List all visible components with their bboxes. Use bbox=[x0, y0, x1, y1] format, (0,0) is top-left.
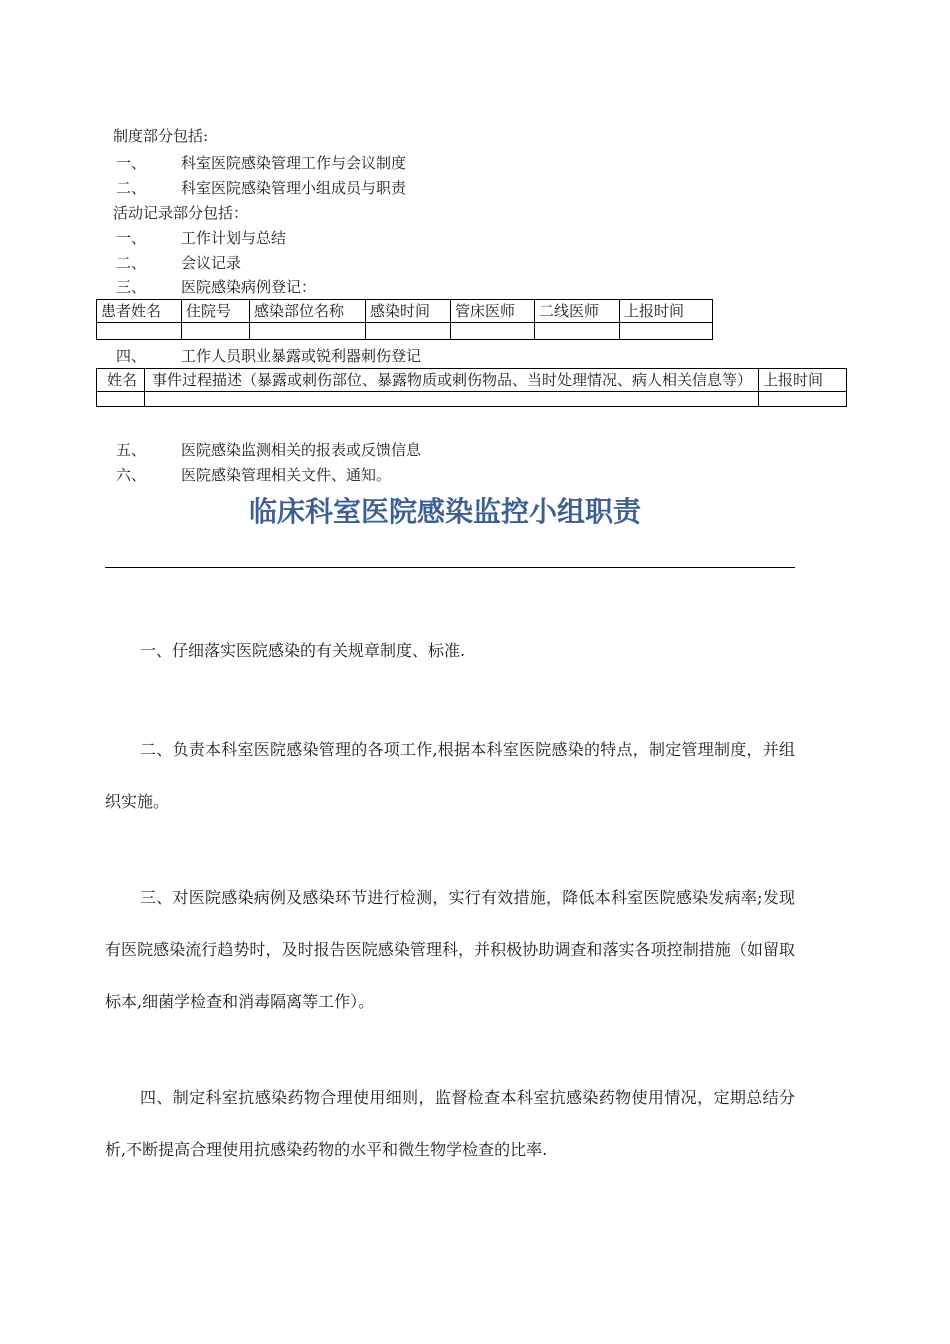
table-header-cell: 患者姓名 bbox=[97, 300, 182, 323]
table-header-cell: 二线医师 bbox=[535, 300, 620, 323]
page-title: 临床科室医院感染监控小组职责 bbox=[248, 495, 641, 528]
table-cell bbox=[535, 323, 620, 340]
item-text: 科室医院感染管理工作与会议制度 bbox=[181, 154, 407, 172]
table-header-row bbox=[97, 369, 847, 392]
title-divider bbox=[105, 567, 795, 568]
exposure-table bbox=[96, 368, 847, 407]
table-header-cell: 上报时间 bbox=[759, 369, 847, 392]
item-text: 会议记录 bbox=[181, 254, 242, 272]
records-heading: 活动记录部分包括： bbox=[113, 204, 249, 222]
table-header-cell: 上报时间 bbox=[620, 300, 713, 323]
table-row bbox=[97, 323, 713, 340]
item-number: 五、 bbox=[116, 441, 147, 459]
table-cell bbox=[759, 392, 847, 407]
table-cell bbox=[145, 392, 759, 407]
table-header-cell: 管床医师 bbox=[451, 300, 535, 323]
item-number: 三、 bbox=[116, 278, 147, 296]
item-text: 医院感染管理相关文件、通知。 bbox=[181, 466, 392, 484]
table-cell bbox=[97, 392, 145, 407]
duty-paragraph: 二、负责本科室医院感染管理的各项工作,根据本科室医院感染的特点，制定管理制度，并组织实施。 bbox=[105, 740, 795, 811]
item-number: 二、 bbox=[116, 179, 147, 197]
item-text: 医院感染监测相关的报表或反馈信息 bbox=[181, 441, 422, 459]
table-cell bbox=[250, 323, 366, 340]
table-header-cell: 感染时间 bbox=[366, 300, 451, 323]
table-header-row bbox=[97, 300, 713, 323]
system-heading: 制度部分包括: bbox=[113, 127, 209, 145]
item-text: 工作人员职业暴露或锐利器刺伤登记 bbox=[181, 347, 422, 365]
table-cell bbox=[97, 323, 182, 340]
table-header-cell: 感染部位名称 bbox=[250, 300, 366, 323]
item-number: 二、 bbox=[116, 254, 147, 272]
table-cell bbox=[451, 323, 535, 340]
item-number: 四、 bbox=[116, 347, 147, 365]
table-cell bbox=[182, 323, 250, 340]
item-number: 一、 bbox=[116, 154, 147, 172]
table-cell bbox=[366, 323, 451, 340]
table-cell bbox=[620, 323, 713, 340]
item-text: 医院感染病例登记： bbox=[181, 278, 317, 296]
duty-paragraph: 一、仔细落实医院感染的有关规章制度、标准. bbox=[140, 641, 466, 660]
item-text: 工作计划与总结 bbox=[181, 229, 287, 247]
duty-paragraph: 三、对医院感染病例及感染环节进行检测，实行有效措施，降低本科室医院感染发病率;发现有医院感染流行趋势时，及时报告医院感染管理科，并积极协助调查和落实各项控制措施（如留取标本,细菌学检查和消毒隔离等工作）。 bbox=[105, 888, 795, 1011]
item-number: 一、 bbox=[116, 229, 147, 247]
table-header-cell: 姓名 bbox=[97, 369, 145, 392]
item-text: 科室医院感染管理小组成员与职责 bbox=[181, 179, 407, 197]
table-header-cell: 住院号 bbox=[182, 300, 250, 323]
table-header-cell: 事件过程描述（暴露或刺伤部位、暴露物质或刺伤物品、当时处理情况、病人相关信息等） bbox=[145, 369, 759, 392]
infection-case-table bbox=[96, 299, 713, 340]
table-row bbox=[97, 392, 847, 407]
duty-paragraph: 四、制定科室抗感染药物合理使用细则，监督检查本科室抗感染药物使用情况，定期总结分析,不断提高合理使用抗感染药物的水平和微生物学检查的比率. bbox=[105, 1088, 795, 1159]
item-number: 六、 bbox=[116, 466, 147, 484]
